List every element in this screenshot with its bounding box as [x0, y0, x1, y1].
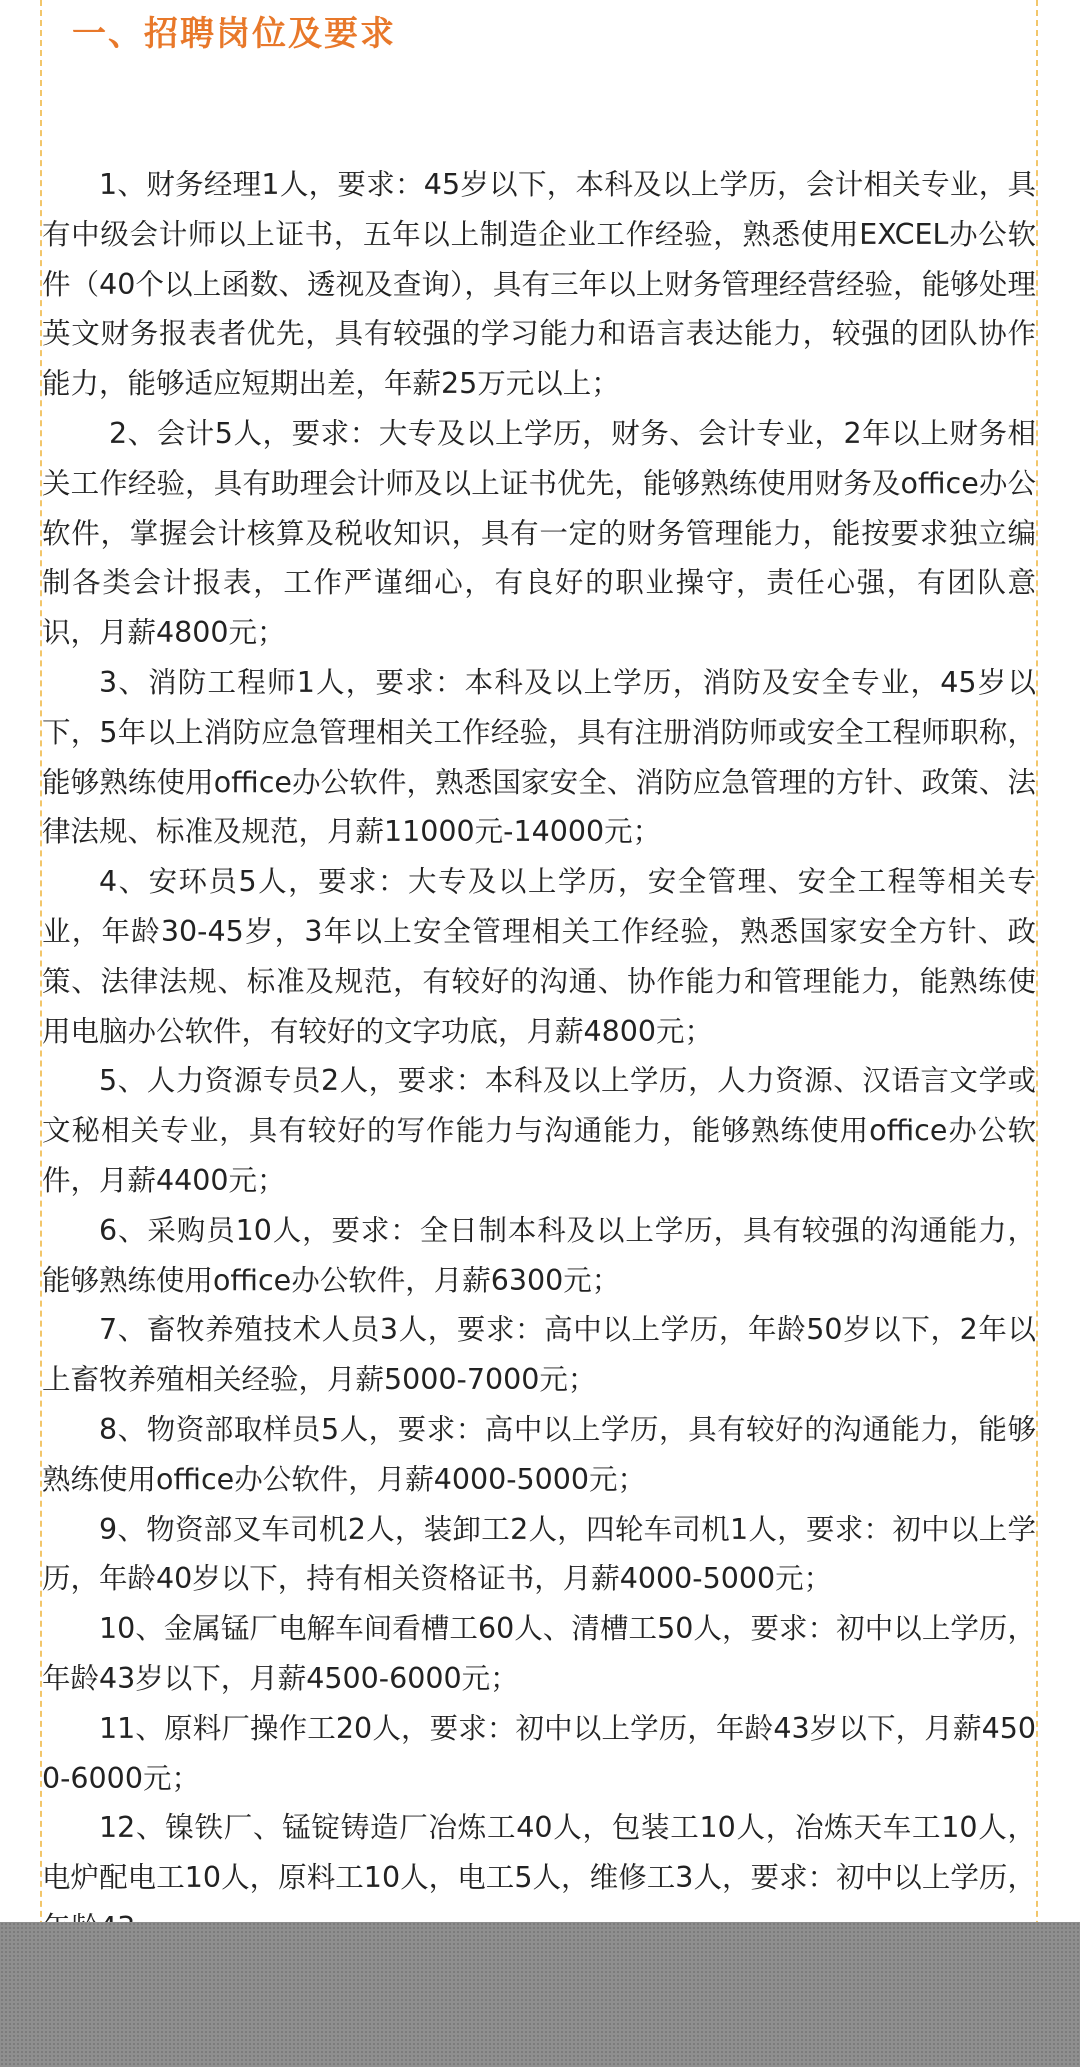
bottom-overlay	[0, 1922, 1080, 2067]
job-paragraph-10: 10、金属锰厂电解车间看槽工60人、清槽工50人，要求：初中以上学历，年龄43岁以下，月薪4500-6000元；	[42, 1612, 1036, 1695]
section-title: 一、招聘岗位及要求	[72, 14, 396, 54]
job-paragraph-8: 8、物资部取样员5人，要求：高中以上学历，具有较好的沟通能力，能够熟练使用office办公软件，月薪4000-5000元；	[42, 1412, 1036, 1496]
job-paragraph-12: 12、镍铁厂、锰锭铸造厂冶炼工40人，包装工10人，冶炼天车工10人，电炉配电工10人，原料工10人，电工5人，维修工3人，要求：初中以上学历，	[42, 1811, 1036, 1895]
job-paragraph-4: 4、安环员5人，要求：大专及以上学历，安全管理、安全工程等相关专业，年龄30-45岁，3年以上安全管理相关工作经验，熟悉国家安全方针、政策、法律法规、标准及规范，有较好的沟通、协作能力和管理能力，能熟练使用电脑办公软件，有较好的文字功底，月薪4800元；	[42, 865, 1036, 1048]
job-paragraph-5: 5、人力资源专员2人，要求：本科及以上学历，人力资源、汉语言文学或文秘相关专业，具有较好的写作能力与沟通能力，能够熟练使用office办公软件，月薪4400元；	[42, 1064, 1036, 1197]
job-paragraph-1: 1、财务经理1人，要求：45岁以下，本科及以上学历，会计相关专业，具有中级会计师以上证书，五年以上制造企业工作经验，熟悉使用EXCEL办公软件（40个以上函数、透视及查询），具有三年以上财务管理经营经验，能够处理英文财务报表者优先，具有较强的学习能力和语言表达能力，较强的团队协作能力，能够适应短期出差，年薪25万元以上；	[42, 168, 1036, 401]
job-paragraph-7: 7、畜牧养殖技术人员3人，要求：高中以上学历，年龄50岁以下，2年以上畜牧养殖相关经验，月薪5000-7000元；	[42, 1313, 1036, 1397]
job-paragraph-9: 9、物资部叉车司机2人，装卸工2人，四轮车司机1人，要求：初中以上学历，年龄40岁以下，持有相关资格证书，月薪4000-5000元；	[42, 1512, 1036, 1596]
job-paragraph-3: 3、消防工程师1人，要求：本科及以上学历，消防及安全专业，45岁以下，5年以上消防应急管理相关工作经验，具有注册消防师或安全工程师职称，能够熟练使用office办公软件，熟悉国家安全、消防应急管理的方针、政策、法律法规、标准及规范，月薪11000元-14000元；	[42, 665, 1036, 849]
job-paragraph-2: 2、会计5人，要求：大专及以上学历，财务、会计专业，2年以上财务相关工作经验，具有助理会计师及以上证书优先，能够熟练使用财务及office办公软件，掌握会计核算及税收知识，具有一定的财务管理能力，能按要求独立编制各类会计报表，工作严谨细心，有良好的职业操守，责任心强，有团队意识，月薪4800元；	[42, 416, 1036, 650]
job-paragraph-11: 11、原料厂操作工20人，要求：初中以上学历，年龄43岁以下，月薪4500-6000元；	[42, 1711, 1036, 1795]
job-paragraph-6: 6、采购员10人，要求：全日制本科及以上学历，具有较强的沟通能力，能够熟练使用office办公软件，月薪6300元；	[42, 1213, 1036, 1297]
article-body	[42, 160, 1036, 1953]
